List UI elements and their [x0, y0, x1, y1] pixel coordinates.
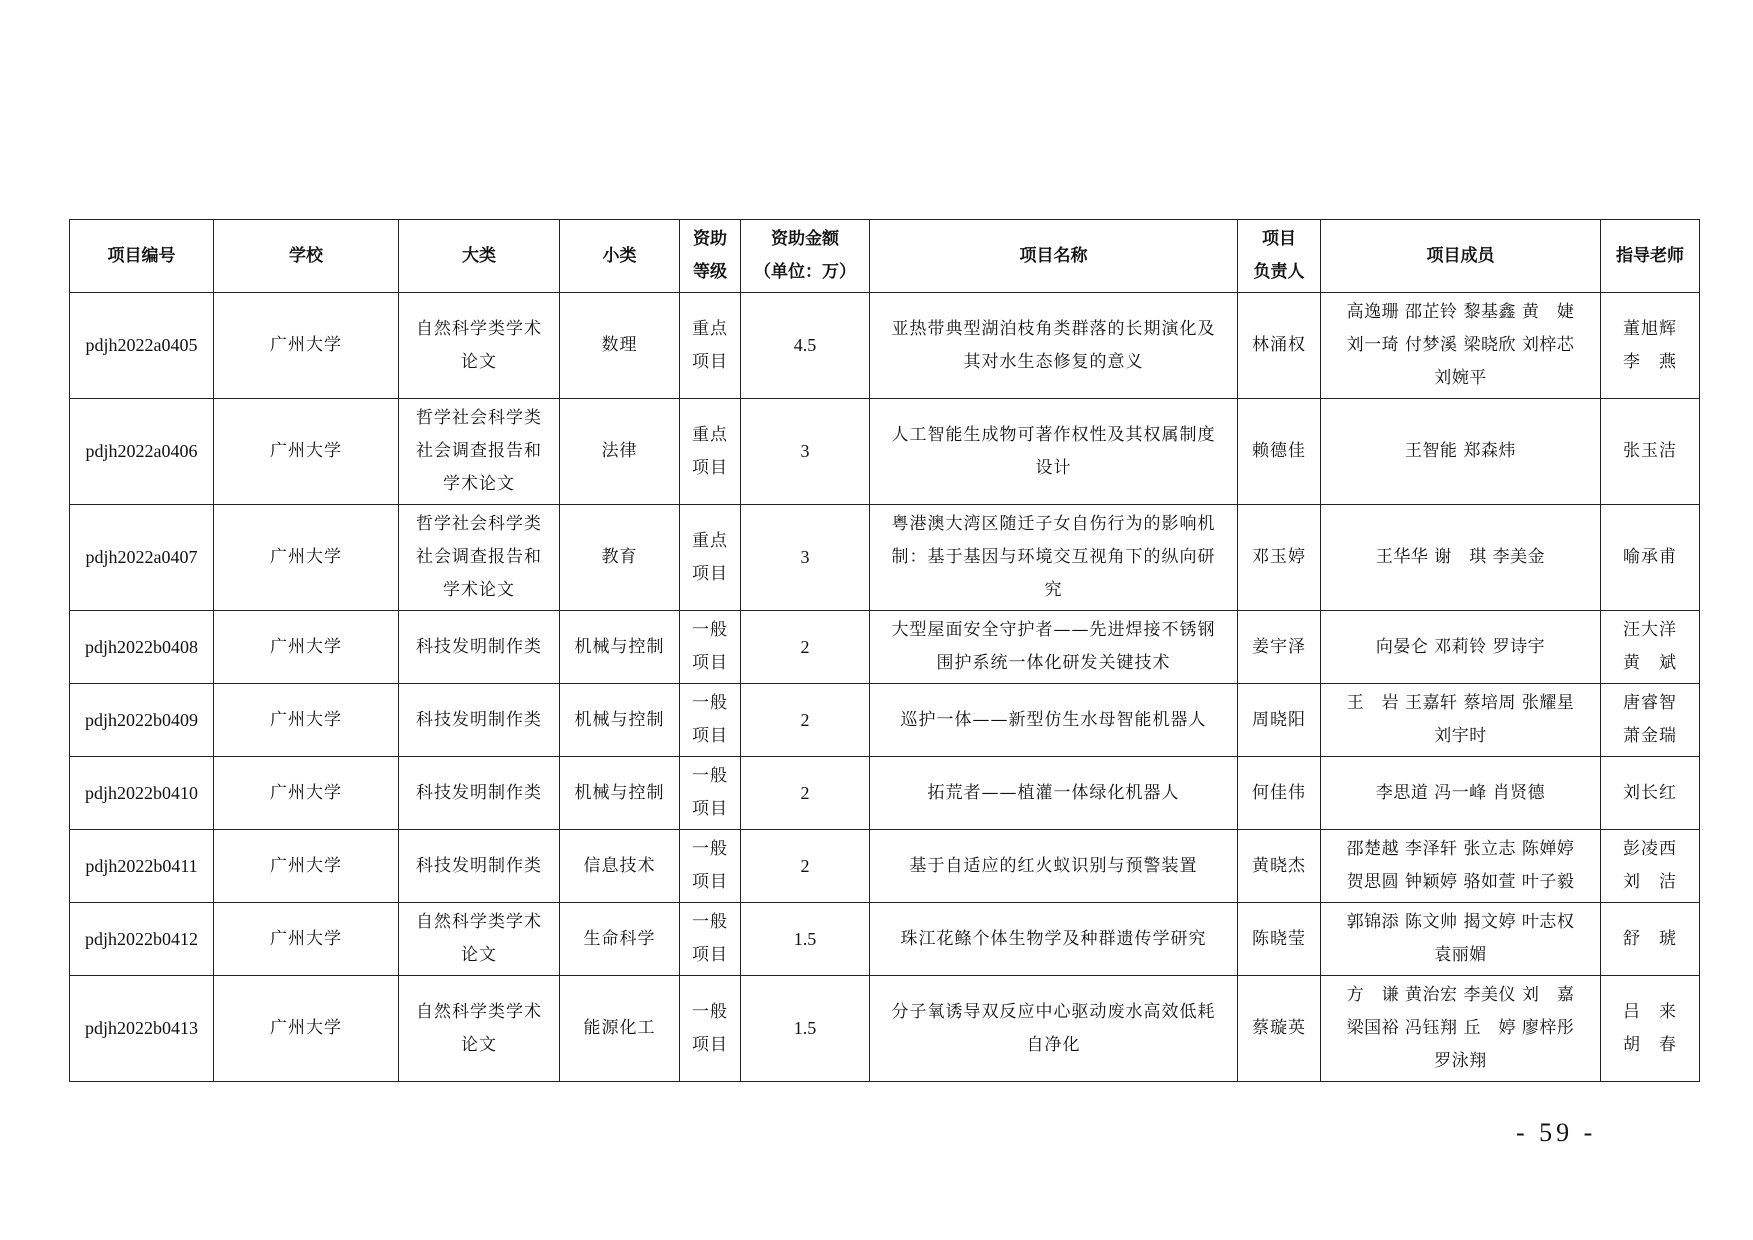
table-row: [70, 830, 1700, 903]
header-subcategory: 小类: [560, 220, 680, 293]
grants-table: [69, 219, 1700, 1082]
project-members-cell: 王华华 谢 琪 李美金: [1321, 505, 1601, 611]
project-name-cell: 人工智能生成物可著作权性及其权属制度 设计: [870, 399, 1238, 505]
advisor-cell: 喻承甫: [1601, 505, 1700, 611]
project-code-cell: pdjh2022b0412: [70, 903, 214, 976]
school-cell: 广州大学: [214, 505, 399, 611]
funding-level-cell: 重点 项目: [680, 399, 741, 505]
advisor-cell: 吕 来 胡 春: [1601, 976, 1700, 1082]
project-name-cell: 大型屋面安全守护者——先进焊接不锈钢 围护系统一体化研发关键技术: [870, 611, 1238, 684]
project-code-cell: pdjh2022a0405: [70, 293, 214, 399]
subcategory-cell: 能源化工: [560, 976, 680, 1082]
table-row: [70, 505, 1700, 611]
header-row: [70, 220, 1700, 293]
project-name-cell: 基于自适应的红火蚁识别与预警装置: [870, 830, 1238, 903]
project-code-cell: pdjh2022a0406: [70, 399, 214, 505]
funding-amount-cell: 2: [741, 611, 870, 684]
project-members-cell: 郭锦添 陈文帅 揭文婷 叶志权 袁丽媚: [1321, 903, 1601, 976]
school-cell: 广州大学: [214, 757, 399, 830]
project-code-cell: pdjh2022b0410: [70, 757, 214, 830]
table-row: [70, 611, 1700, 684]
project-code-cell: pdjh2022b0411: [70, 830, 214, 903]
subcategory-cell: 信息技术: [560, 830, 680, 903]
category-cell: 自然科学类学术 论文: [399, 293, 560, 399]
subcategory-cell: 机械与控制: [560, 684, 680, 757]
project-members-cell: 向晏仑 邓莉铃 罗诗宇: [1321, 611, 1601, 684]
funding-level-cell: 一般 项目: [680, 611, 741, 684]
project-members-cell: 高逸珊 邵芷铃 黎基鑫 黄 婕 刘一琦 付梦溪 梁晓欣 刘梓芯 刘婉平: [1321, 293, 1601, 399]
advisor-cell: 汪大洋 黄 斌: [1601, 611, 1700, 684]
project-name-cell: 粤港澳大湾区随迁子女自伤行为的影响机 制：基于基因与环境交互视角下的纵向研 究: [870, 505, 1238, 611]
subcategory-cell: 数理: [560, 293, 680, 399]
project-name-cell: 珠江花鲦个体生物学及种群遗传学研究: [870, 903, 1238, 976]
funding-amount-cell: 2: [741, 757, 870, 830]
project-name-cell: 拓荒者——植灌一体绿化机器人: [870, 757, 1238, 830]
category-cell: 科技发明制作类: [399, 684, 560, 757]
project-code-cell: pdjh2022b0409: [70, 684, 214, 757]
school-cell: 广州大学: [214, 293, 399, 399]
header-project-leader: 项目 负责人: [1238, 220, 1321, 293]
table-row: [70, 976, 1700, 1082]
advisor-cell: 董旭辉 李 燕: [1601, 293, 1700, 399]
project-leader-cell: 何佳伟: [1238, 757, 1321, 830]
advisor-cell: 彭凌西 刘 洁: [1601, 830, 1700, 903]
funding-amount-cell: 2: [741, 684, 870, 757]
project-name-cell: 巡护一体——新型仿生水母智能机器人: [870, 684, 1238, 757]
subcategory-cell: 教育: [560, 505, 680, 611]
page-number: - 59 -: [1516, 1118, 1597, 1147]
school-cell: 广州大学: [214, 976, 399, 1082]
header-advisor: 指导老师: [1601, 220, 1700, 293]
funding-amount-cell: 2: [741, 830, 870, 903]
header-funding-amount: 资助金额 （单位：万）: [741, 220, 870, 293]
funding-amount-cell: 3: [741, 399, 870, 505]
category-cell: 自然科学类学术 论文: [399, 903, 560, 976]
category-cell: 科技发明制作类: [399, 757, 560, 830]
category-cell: 科技发明制作类: [399, 611, 560, 684]
school-cell: 广州大学: [214, 611, 399, 684]
school-cell: 广州大学: [214, 399, 399, 505]
project-name-cell: 分子氧诱导双反应中心驱动废水高效低耗 自净化: [870, 976, 1238, 1082]
funding-amount-cell: 1.5: [741, 903, 870, 976]
project-members-cell: 邵楚越 李泽轩 张立志 陈婵婷 贺思圆 钟颖婷 骆如萱 叶子毅: [1321, 830, 1601, 903]
funding-level-cell: 重点 项目: [680, 505, 741, 611]
funding-level-cell: 一般 项目: [680, 903, 741, 976]
funding-level-cell: 一般 项目: [680, 976, 741, 1082]
header-category: 大类: [399, 220, 560, 293]
header-project-members: 项目成员: [1321, 220, 1601, 293]
project-members-cell: 王智能 郑森炜: [1321, 399, 1601, 505]
category-cell: 哲学社会科学类 社会调查报告和 学术论文: [399, 505, 560, 611]
project-leader-cell: 邓玉婷: [1238, 505, 1321, 611]
project-leader-cell: 周晓阳: [1238, 684, 1321, 757]
advisor-cell: 唐睿智 萧金瑞: [1601, 684, 1700, 757]
header-project-code: 项目编号: [70, 220, 214, 293]
category-cell: 哲学社会科学类 社会调查报告和 学术论文: [399, 399, 560, 505]
project-code-cell: pdjh2022b0413: [70, 976, 214, 1082]
subcategory-cell: 生命科学: [560, 903, 680, 976]
project-code-cell: pdjh2022b0408: [70, 611, 214, 684]
advisor-cell: 舒 琥: [1601, 903, 1700, 976]
school-cell: 广州大学: [214, 830, 399, 903]
project-leader-cell: 姜宇泽: [1238, 611, 1321, 684]
project-leader-cell: 林涌权: [1238, 293, 1321, 399]
advisor-cell: 张玉洁: [1601, 399, 1700, 505]
advisor-cell: 刘长红: [1601, 757, 1700, 830]
category-cell: 自然科学类学术 论文: [399, 976, 560, 1082]
project-members-cell: 李思道 冯一峰 肖贤德: [1321, 757, 1601, 830]
header-funding-level: 资助 等级: [680, 220, 741, 293]
table-row: [70, 293, 1700, 399]
project-leader-cell: 黄晓杰: [1238, 830, 1321, 903]
funding-level-cell: 一般 项目: [680, 684, 741, 757]
project-members-cell: 方 谦 黄治宏 李美仪 刘 嘉 梁国裕 冯钰翔 丘 婷 廖梓彤 罗泳翔: [1321, 976, 1601, 1082]
table-row: [70, 684, 1700, 757]
header-school: 学校: [214, 220, 399, 293]
project-leader-cell: 赖德佳: [1238, 399, 1321, 505]
school-cell: 广州大学: [214, 684, 399, 757]
project-name-cell: 亚热带典型湖泊枝角类群落的长期演化及 其对水生态修复的意义: [870, 293, 1238, 399]
funding-level-cell: 一般 项目: [680, 830, 741, 903]
project-members-cell: 王 岩 王嘉轩 蔡培周 张耀星 刘宇时: [1321, 684, 1601, 757]
table-row: [70, 399, 1700, 505]
funding-level-cell: 重点 项目: [680, 293, 741, 399]
project-code-cell: pdjh2022a0407: [70, 505, 214, 611]
subcategory-cell: 机械与控制: [560, 611, 680, 684]
school-cell: 广州大学: [214, 903, 399, 976]
funding-amount-cell: 3: [741, 505, 870, 611]
funding-level-cell: 一般 项目: [680, 757, 741, 830]
funding-amount-cell: 1.5: [741, 976, 870, 1082]
project-leader-cell: 陈晓莹: [1238, 903, 1321, 976]
table-row: [70, 903, 1700, 976]
category-cell: 科技发明制作类: [399, 830, 560, 903]
header-project-name: 项目名称: [870, 220, 1238, 293]
project-leader-cell: 蔡璇英: [1238, 976, 1321, 1082]
table-row: [70, 757, 1700, 830]
subcategory-cell: 法律: [560, 399, 680, 505]
subcategory-cell: 机械与控制: [560, 757, 680, 830]
funding-amount-cell: 4.5: [741, 293, 870, 399]
